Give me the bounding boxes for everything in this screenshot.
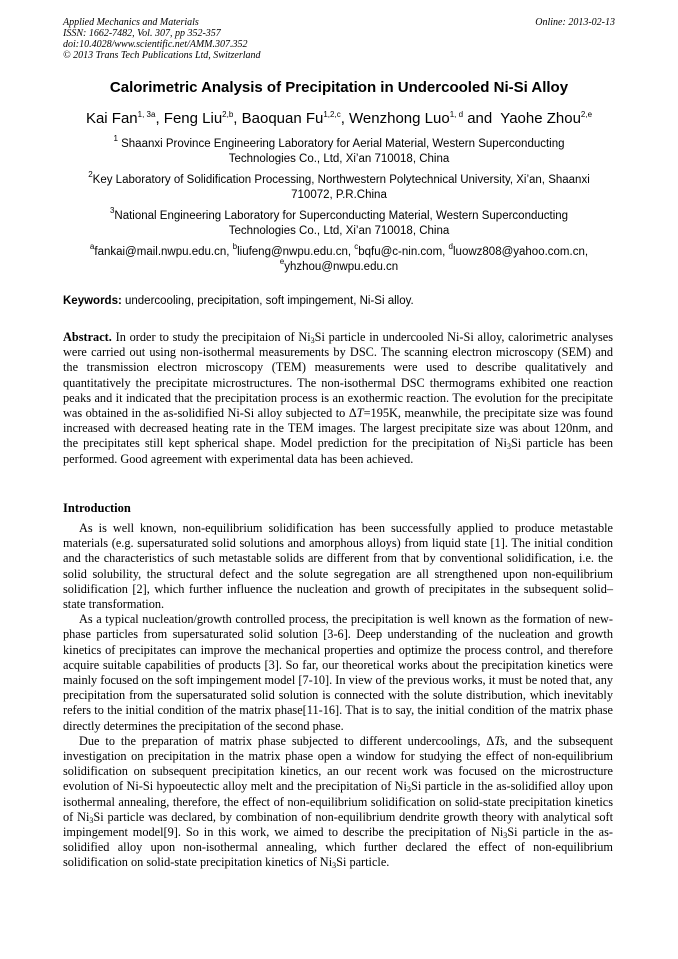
email-sup: a — [89, 242, 95, 251]
affiliation-1 — [66, 134, 612, 167]
email-address[interactable]: fankai@mail.nwpu.edu.cn, — [94, 246, 233, 258]
author-name: Feng Liu — [163, 110, 223, 127]
abstract-label: Abstract. — [63, 330, 112, 344]
subscript: 3 — [503, 831, 508, 841]
author-sup: 1,2,c — [323, 110, 341, 119]
affiliation-line: Key Laboratory of Solidification Processing, Northwestern Polytechnical University, Xi’an, Shaanxi — [92, 174, 590, 186]
affiliation-line: Technologies Co., Ltd, Xi’an 710018, China — [228, 225, 450, 237]
paragraph-text: Due to the preparation of matrix phase subjected to different undercoolings, Δ — [79, 733, 495, 748]
email-address[interactable]: yhzhou@nwpu.edu.cn — [284, 261, 399, 273]
author-name: Yaohe Zhou — [500, 110, 581, 127]
author-sep: and — [463, 110, 501, 127]
subscript: 3 — [310, 336, 315, 345]
journal-doi: doi:10.4028/www.scientific.net/AMM.307.352 — [63, 39, 248, 50]
author-name: Baoquan Fu — [241, 110, 324, 127]
email-sup: e — [279, 257, 285, 266]
journal-name: Applied Mechanics and Materials — [63, 17, 199, 28]
email-sup: b — [232, 242, 238, 251]
paragraph-text: Si particle in the as-solidified alloy upon isothermal annealing, therefore, the effect of non-equilibrium solidification on solid-state precipitation kinetics of Ni — [63, 779, 614, 824]
author-name: Kai Fan — [85, 110, 138, 127]
online-date: Online: 2013-02-13 — [535, 17, 615, 28]
affiliation-sup: 2 — [88, 170, 93, 179]
journal-issn: ISSN: 1662-7482, Vol. 307, pp 352-357 — [63, 28, 221, 39]
abstract-text: In order to study the precipitaion of Ni — [111, 330, 311, 344]
author-sup: 2,e — [580, 110, 593, 119]
introduction-body — [63, 521, 613, 871]
paper-title: Calorimetric Analysis of Precipitation in Undercooled Ni-Si Alloy — [109, 79, 569, 96]
affiliation-line: 710072, P.R.China — [291, 189, 387, 201]
affiliation-sup: 1 — [113, 134, 118, 143]
email-sup: c — [354, 242, 359, 251]
paragraph-text: Si particle. — [336, 855, 390, 870]
italic-symbol: T — [356, 406, 364, 421]
paragraph: As a typical nucleation/growth controlled process, the precipitation is well known as the formation of new-phase particles from supersaturated solid solution [3-6]. Deep understanding of the nucleation and growth kinetics of precipitates can improve the mechanical properties and optimize the process control, and therefore acquire suitable capabilities of products [3]. So far, our theoretical works about the precipitation kinetics were mainly focused on the soft impingement model [7-10]. In view of the previous works, it must be noted that, any precipitation from the supersaturated solid solution is connected with the solute distribution, which inevitably refers to the initial condition of the matrix phase[11-16]. That is to say, the initial condition of the matrix phase directly determines the precipitation of the second phase. — [63, 612, 613, 733]
author-emails — [66, 242, 612, 275]
author-name: Wenzhong Luo — [349, 110, 450, 127]
subscript: 3 — [506, 442, 511, 452]
subscript: 3 — [89, 815, 94, 825]
abstract-text: =195K, meanwhile, the precipitate size was found increased with decreased heating rate in the TEM images. The largest precipitate size was about 120nm, and the precipitates still kept spherical shape. Model prediction for the precipitation of Ni — [63, 406, 613, 451]
journal-copyright: © 2013 Trans Tech Publications Ltd, Switzerland — [63, 50, 261, 61]
email-address[interactable]: liufeng@nwpu.edu.cn, — [237, 246, 355, 258]
author-sup: 1, 3a — [137, 110, 156, 119]
abstract-text: Si particle has been performed. Good agreement with experimental data has been achieved. — [63, 436, 613, 466]
subscript: 3 — [406, 785, 411, 795]
affiliation-line: National Engineering Laboratory for Superconducting Material, Western Superconducting — [114, 210, 569, 222]
author-sep: , — [340, 110, 350, 127]
email-sup: d — [448, 242, 453, 251]
email-address[interactable]: bqfu@c-nin.com, — [358, 246, 449, 258]
subscript: 3 — [332, 861, 337, 871]
affiliation-2 — [66, 170, 612, 203]
affiliation-line: Shaanxi Province Engineering Laboratory for Aerial Material, Western Superconducting — [117, 138, 565, 150]
author-sep: , — [233, 110, 242, 127]
paragraph — [63, 734, 613, 871]
abstract-text: Si particle in undercooled Ni-Si alloy, calorimetric analyses were carried out using non-isothermal measurements by DSC. The scanning electron microscopy (SEM) and the transmission electron microscopy (TEM) measurements were used to describe qualitatively and quantitatively the precipitate microstructures. The non-isothermal DSC thermograms exhibited one reaction peaks and it indicated that the precipitation process is an exothermic reaction. The evolution for the precipitate was obtained in the as-solidified Ni-Si alloy subjected to Δ — [63, 330, 613, 421]
author-sep: , — [155, 110, 164, 127]
keywords-label: Keywords: — [63, 295, 122, 307]
author-list — [40, 110, 638, 128]
journal-header — [63, 17, 261, 61]
affiliation-3 — [66, 206, 612, 239]
keywords — [63, 294, 414, 309]
paragraph: As is well known, non-equilibrium solidification has been successfully applied to produce metastable materials (e.g. supersaturated solid solutions and amorphous alloys) from liquid state [1]. The initial condition and the characteristics of such metastable solids are different from that by conventional solidification, i.e. the solid solubility, the structural defect and the solute segregation are all strengthened upon non-equilibrium solidification [2], which further influence the nucleation and growth of precipitates in the subsequent solid–state transformation. — [63, 521, 613, 612]
author-sup: 1, d — [449, 110, 464, 119]
email-address[interactable]: luowz808@yahoo.com.cn, — [453, 246, 589, 258]
affiliation-line: Technologies Co., Ltd, Xi’an 710018, China — [228, 153, 450, 165]
section-heading-introduction: Introduction — [63, 501, 131, 515]
keywords-text: undercooling, precipitation, soft impingement, Ni-Si alloy. — [121, 295, 414, 307]
paragraph-text: , and the subsequent investigation on precipitation in the matrix phase open a window for studying the effect of non-equilibrium solidification on subsequent precipitation kinetics, an our recent work was focused on the microstructure evolution of Ni-Si hypoeutectic alloy melt and the precipitation of Ni — [63, 733, 613, 794]
abstract — [63, 330, 613, 467]
italic-symbol: Ts — [494, 733, 505, 748]
affiliation-sup: 3 — [109, 206, 115, 215]
author-sup: 2,b — [222, 110, 234, 119]
paragraph-text: Si particle in the as-solidified alloy upon non-isothermal annealing, which further declared the effect of non-equilibrium solidification on solid-state precipitation kinetics of Ni — [63, 825, 613, 870]
paragraph-text: Si particle was declared, by combination of non-equilibrium dendrite growth theory with analytical soft impingement model[9]. So in this work, we aimed to describe the precipitation of Ni — [63, 809, 614, 840]
